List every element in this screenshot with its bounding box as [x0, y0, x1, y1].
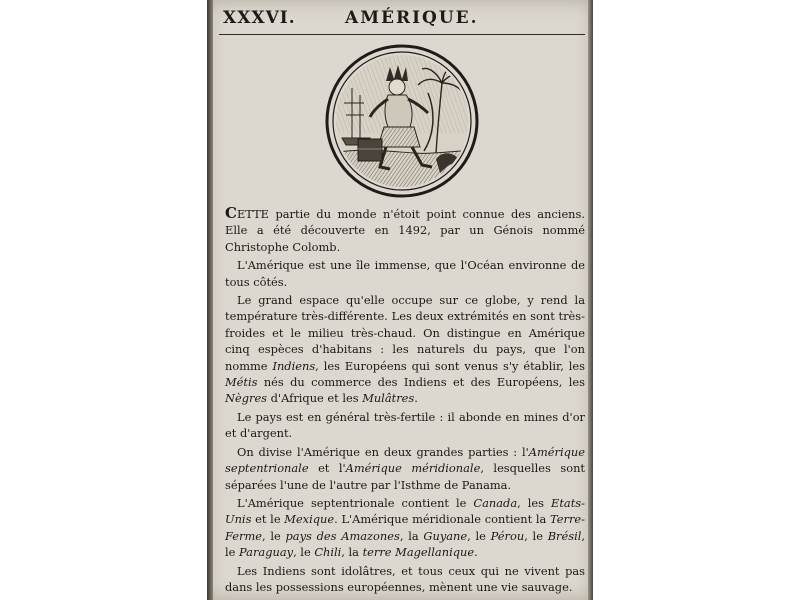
- term-canada: Canada: [473, 495, 518, 510]
- article-body: [225, 205, 585, 597]
- term-perou: Pérou: [490, 528, 525, 543]
- p5-text-b: et l': [308, 461, 346, 476]
- p5-text-a: On divise l'Amérique en deux grandes parties : l': [237, 444, 529, 459]
- america-allegory-medallion-icon: [324, 43, 480, 199]
- term-mulatres: Mulâtres: [362, 391, 415, 406]
- term-terre-magellanique: terre Magellanique: [362, 545, 475, 560]
- p6-text-f: , la: [399, 528, 424, 543]
- term-terre-ferme: Terre-Ferme: [225, 512, 585, 543]
- paragraph-2: L'Amérique est une île immense, que l'Océan environne de tous côtés.: [225, 258, 585, 289]
- term-amerique-meridionale: Amérique méridionale: [345, 461, 481, 476]
- term-amerique-septentrionale: Amérique septentrionale: [225, 444, 585, 476]
- header-rule: [219, 34, 585, 35]
- p6-text-i: , le: [225, 528, 586, 560]
- card-right-edge: [588, 0, 593, 600]
- p3-text-c: nés du commerce des Indiens et des Européens, les: [257, 375, 585, 390]
- p5-text-c: , lesquelles sont séparées l'une de l'autre par l'Isthme de Panama.: [225, 461, 585, 492]
- p6-text-d: . L'Amérique méridionale contient la: [334, 512, 551, 527]
- term-pays-des-amazones: pays des Amazones: [285, 528, 400, 543]
- term-mexique: Mexique: [284, 512, 335, 527]
- paragraph-7: Les Indiens sont idolâtres, et tous ceux qui ne vivent pas dans les possessions européennes, mènent une vie sauvage.: [225, 563, 585, 594]
- paragraph-4: Le pays est en général très-fertile : il abonde en mines d'or et d'argent.: [225, 409, 585, 441]
- p6-text-j: , le: [293, 545, 315, 560]
- drop-cap: C: [225, 204, 237, 222]
- p6-text-k: , la: [341, 545, 363, 560]
- term-negres: Nègres: [225, 391, 268, 406]
- paragraph-1-text: partie du monde n'étoit point connue des anciens. Elle a été découverte en 1492, par un Génois nommé Christophe Colomb.: [225, 207, 585, 254]
- paragraph-6: [225, 495, 585, 561]
- term-guyane: Guyane: [423, 528, 468, 543]
- p6-text-a: L'Amérique septentrionale contient le: [237, 495, 474, 510]
- p6-text-l: .: [474, 545, 478, 560]
- paragraph-1: [225, 205, 585, 255]
- term-metis: Métis: [225, 375, 258, 390]
- small-caps-word: ETTE: [236, 207, 269, 221]
- chapter-number: XXXVI.: [223, 8, 296, 28]
- card-left-edge: [207, 0, 213, 600]
- paragraph-5: [225, 444, 585, 493]
- page-title: AMÉRIQUE.: [345, 8, 479, 28]
- card-header: [223, 6, 579, 32]
- p3-text-b: , les Européens qui sont venus s'y établir, les: [315, 358, 585, 373]
- p3-text-d: d'Afrique et les: [267, 391, 363, 406]
- p6-text-e: , le: [262, 528, 286, 543]
- p3-text-a: Le grand espace qu'elle occupe sur ce globe, y rend la température très-différente. Les deux extrémités en sont très-froides et le milieu très-chaud. On distingue en Amérique cinq espèces d'habitans : les naturels du pays, que l'on nomme: [225, 293, 585, 373]
- printed-card: [207, 0, 593, 600]
- term-etats-unis: Etats-Unis: [225, 495, 585, 527]
- p6-text-h: , le: [524, 528, 548, 543]
- p3-text-e: .: [414, 391, 418, 406]
- paragraph-3: [225, 292, 585, 407]
- term-indiens: Indiens: [272, 358, 316, 373]
- term-bresil: Brésil: [547, 528, 582, 543]
- p6-text-g: , le: [467, 528, 491, 543]
- term-paraguay: Paraguay: [239, 545, 294, 560]
- p6-text-b: , les: [517, 495, 552, 510]
- term-chili: Chili: [314, 545, 342, 560]
- p6-text-c: et le: [251, 512, 285, 527]
